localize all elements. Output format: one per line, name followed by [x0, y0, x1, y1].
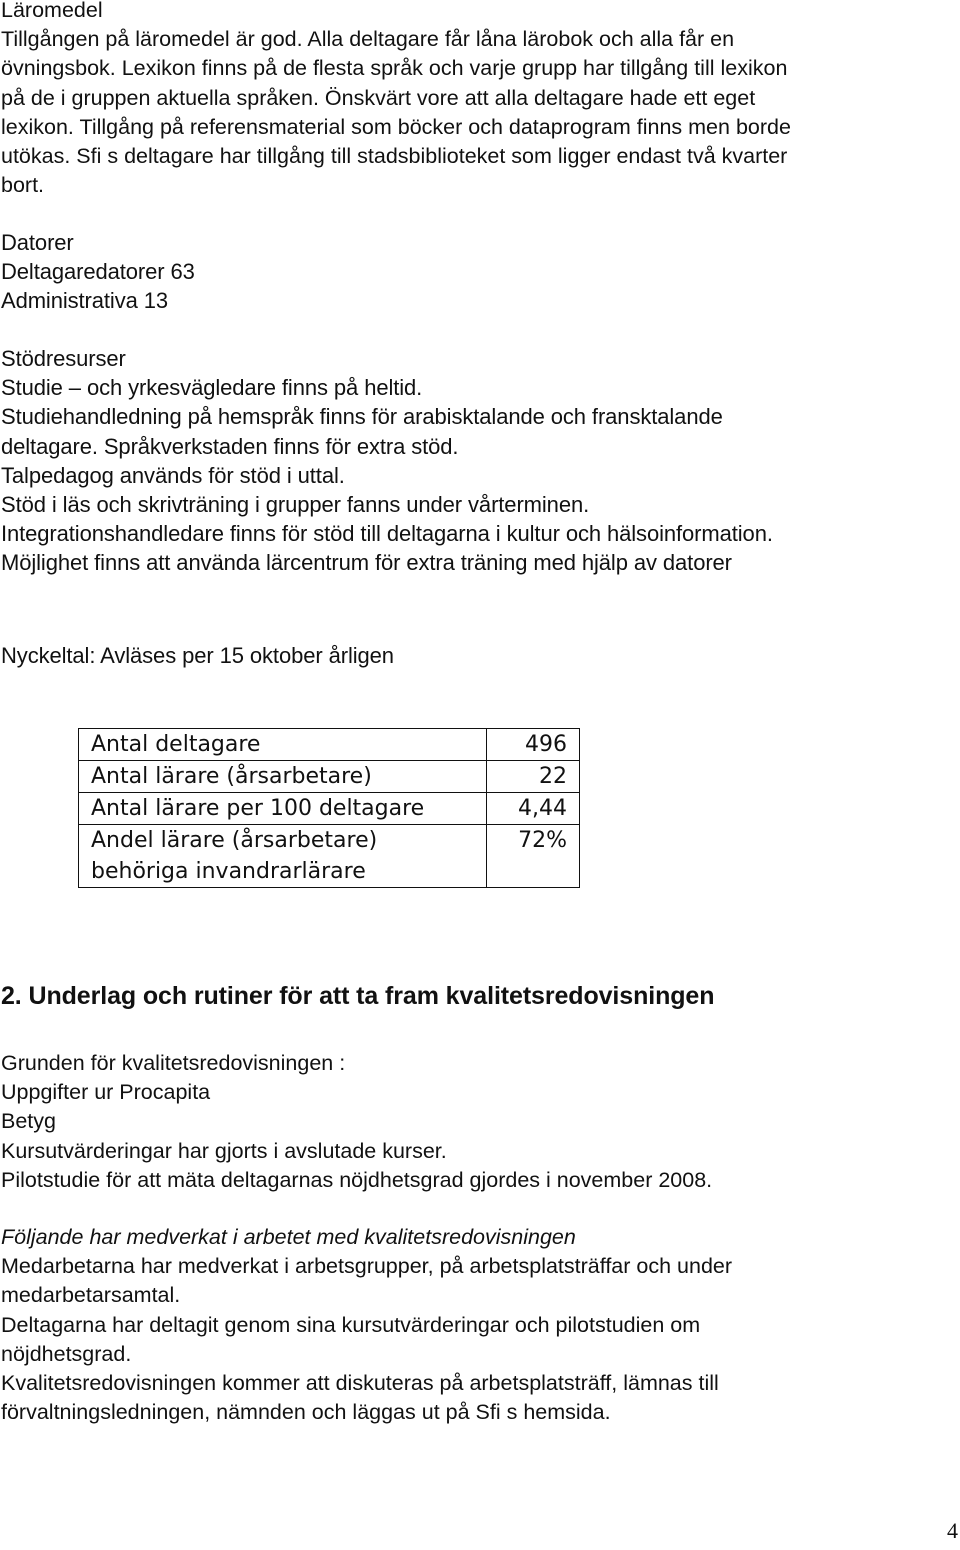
medverkat-line: medarbetarsamtal. — [1, 1283, 181, 1308]
laromedel-line: lexikon. Tillgång på referensmaterial som böcker och dataprogram finns men borde — [1, 114, 791, 139]
laromedel-section — [1, 0, 951, 200]
section-2-heading: 2. Underlag och rutiner för att ta fram kvalitetsredovisningen — [1, 982, 715, 1010]
grunden-line: Uppgifter ur Procapita — [1, 1080, 211, 1105]
table-row — [79, 729, 580, 761]
datorer-heading: Datorer — [1, 230, 74, 255]
datorer-line: Deltagaredatorer 63 — [1, 259, 195, 285]
stodresurser-heading: Stödresurser — [1, 346, 126, 371]
stodresurser-line: Möjlighet finns att använda lärcentrum för extra träning med hjälp av datorer — [1, 550, 732, 576]
nyckeltal-heading-block — [1, 641, 951, 670]
laromedel-line: övningsbok. Lexikon finns på de flesta språk och varje grupp har tillgång till lexikon — [1, 56, 788, 81]
stodresurser-line: Studiehandledning på hemspråk finns för arabisktalande och fransktalande — [1, 404, 723, 430]
stodresurser-section — [1, 344, 951, 578]
page-number: 4 — [947, 1518, 958, 1543]
table-row — [79, 825, 580, 888]
table-cell-value: 22 — [487, 761, 580, 793]
datorer-section — [1, 228, 951, 316]
nyckeltal-heading: Nyckeltal: Avläses per 15 oktober årligen — [1, 643, 394, 668]
medverkat-line: nöjdhetsgrad. — [1, 1341, 132, 1366]
stodresurser-line: Studie – och yrkesvägledare finns på heltid. — [1, 375, 423, 401]
table-row — [79, 793, 580, 825]
stodresurser-line: Stöd i läs och skrivträning i grupper fanns under vårterminen. — [1, 492, 590, 518]
grunden-line: Grunden för kvalitetsredovisningen : — [1, 1051, 346, 1075]
nyckeltal-table — [78, 728, 580, 888]
table-row — [79, 761, 580, 793]
table-cell-label-line: behöriga invandrarlärare — [91, 859, 366, 884]
table-cell-label: Antal deltagare — [79, 729, 487, 761]
table-cell-label — [79, 825, 487, 888]
table-cell-value: 72% — [487, 825, 580, 888]
grunden-line: Pilotstudie för att mäta deltagarnas nöjdhetsgrad gjordes i november 2008. — [1, 1167, 713, 1192]
medverkat-section — [1, 1223, 951, 1427]
stodresurser-line: deltagare. Språkverkstaden finns för extra stöd. — [1, 433, 459, 459]
laromedel-line: på de i gruppen aktuella språken. Önskvärt vore att alla deltagare hade ett eget — [1, 85, 756, 110]
datorer-line: Administrativa 13 — [1, 288, 169, 314]
laromedel-line: utökas. Sfi s deltagare har tillgång till stadsbiblioteket som ligger endast två kvarter — [1, 144, 788, 169]
laromedel-heading: Läromedel — [1, 0, 103, 22]
laromedel-line: bort. — [1, 173, 45, 198]
medverkat-line: Deltagarna har deltagit genom sina kursutvärderingar och pilotstudien om — [1, 1312, 701, 1337]
laromedel-line: Tillgången på läromedel är god. Alla deltagare får låna lärobok och alla får en — [1, 27, 735, 52]
medverkat-line: förvaltningsledningen, nämnden och läggas ut på Sfi s hemsida. — [1, 1400, 611, 1425]
grunden-section — [1, 1049, 951, 1195]
medverkat-line: Medarbetarna har medverkat i arbetsgrupper, på arbetsplatsträffar och under — [1, 1254, 733, 1279]
stodresurser-line: Integrationshandledare finns för stöd till deltagarna i kultur och hälsoinformation. — [1, 521, 773, 547]
stodresurser-line: Talpedagog används för stöd i uttal. — [1, 462, 345, 488]
grunden-line: Betyg — [1, 1109, 56, 1134]
grunden-line: Kursutvärderingar har gjorts i avslutade kurser. — [1, 1138, 447, 1163]
medverkat-heading: Följande har medverkat i arbetet med kvalitetsredovisningen — [1, 1225, 576, 1249]
medverkat-line: Kvalitetsredovisningen kommer att diskuteras på arbetsplatsträff, lämnas till — [1, 1371, 719, 1396]
table-cell-label: Antal lärare per 100 deltagare — [79, 793, 487, 825]
table-cell-label-line: Andel lärare (årsarbetare) — [91, 828, 378, 853]
table-cell-value: 496 — [487, 729, 580, 761]
table-cell-value: 4,44 — [487, 793, 580, 825]
table-cell-label: Antal lärare (årsarbetare) — [79, 761, 487, 793]
